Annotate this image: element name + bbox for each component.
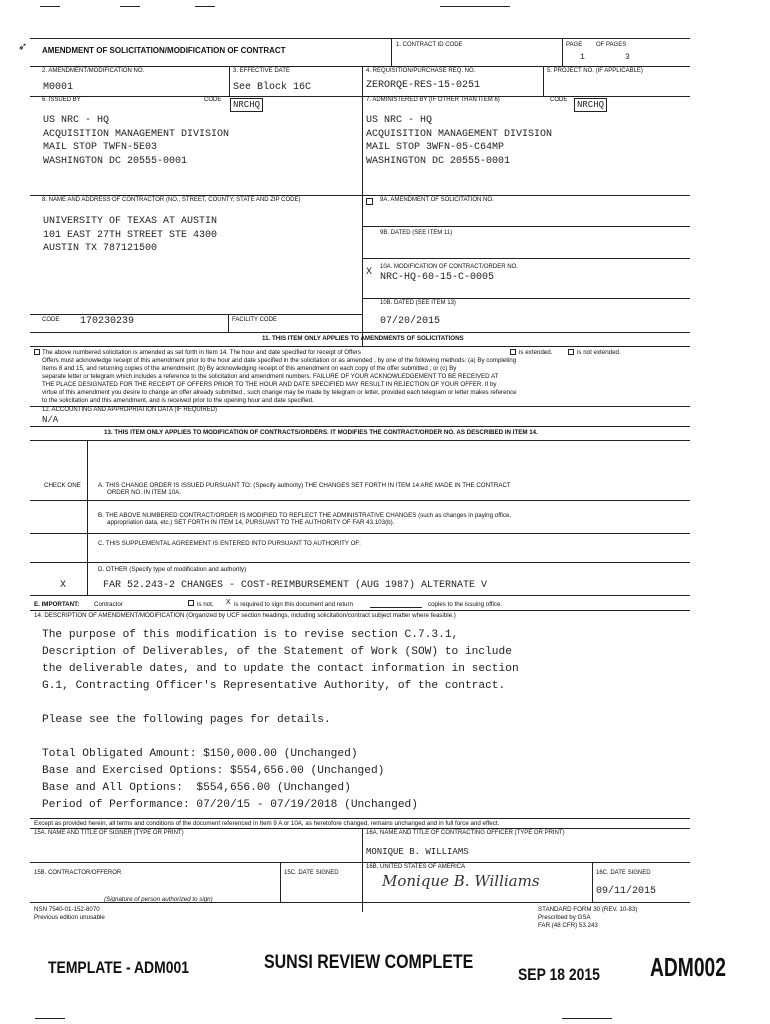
contract-order-number: NRC-HQ-60-15-C-0005 — [380, 272, 495, 283]
scan-artifact — [440, 6, 510, 7]
item13-a-text: A. THIS CHANGE ORDER IS ISSUED PURSUANT TO: (Specify authority) THE CHANGES SET FORTH IN ITEM 14 ARE MADE IN THE CONTRACT — [98, 482, 511, 489]
block15b-label: 15B. CONTRACTOR/OFFEROR — [34, 870, 122, 876]
item11-line2: Offers must acknowledge receipt of this amendment prior to the hour and date specified in the solicitation or as amended , by one of the following methods: (a) By completing — [42, 357, 517, 364]
block7-code-label: CODE — [550, 97, 568, 103]
page-total: 3 — [625, 53, 630, 62]
block9-checkbox — [366, 198, 373, 205]
item13-b-text2: appropriation data, etc.) SET FORTH IN ITEM 14, PURSUANT TO THE AUTHORITY OF FAR 43.103(b). — [107, 519, 395, 526]
copies-label: copies to the issuing office. — [428, 601, 503, 608]
item14-label: 14. DESCRIPTION OF AMENDMENT/MODIFICATION (Organized by UCF section headings, including solicitation/contract subject matter where feasible.) — [34, 612, 456, 619]
item11-line4: separate letter or telegram which includes a reference to the solicitation and amendment numbers. FAILURE OF YOUR ACKNOWLEDGEMENT TO BE RECEIVED AT — [42, 373, 499, 380]
block10-check-mark: X — [366, 266, 373, 276]
page-label: PAGE — [566, 42, 583, 48]
block15a-label: 15A. NAME AND TITLE OF SIGNER (TYPE OR PRINT) — [34, 830, 184, 836]
contracting-officer-signature: Monique B. Williams — [382, 872, 540, 890]
block4-label: 4. REQUISITION/PURCHASE REQ. NO. — [366, 68, 476, 74]
is-required-check-mark: X — [226, 599, 231, 606]
is-not-label: is not, — [197, 601, 214, 608]
item13-d-authority: FAR 52.243-2 CHANGES - COST-REIMBURSEMENT (AUG 1987) ALTERNATE V — [103, 580, 488, 591]
administered-by-address: US NRC - HQ ACQUISITION MANAGEMENT DIVISION MAIL STOP 3WFN-05-C64MP WASHINGTON DC 20555-0001 — [366, 115, 553, 167]
except-provided-text: Except as provided herein, all terms and conditions of the document referenced in Item 9 A or 10A, as heretofore changed, remains unchanged and in full force and effect. — [34, 820, 500, 827]
item13-d-check-mark: X — [60, 580, 67, 591]
block7-label: 7. ADMINISTERED BY (IF OTHER THAN ITEM 6) — [366, 97, 500, 103]
modification-description: The purpose of this modification is to revise section C.7.3.1, Description of Deliverables, of the Statement of Work (SOW) to include the deliverable dates, and to update the contact information in section G.1, Contracting Officer's Representative Authority, of the contract. Please see the following pages for details. Total Obligated Amount: $150,000.00 (Unchanged) Base and Exercised Options: $554,656.00 (Unchanged) Base and All Options: $554,656.00 (Unchanged) Period of Performance: 07/20/15 - 07/19/2018 (Unchanged) — [42, 629, 519, 811]
page-number: 1 — [580, 53, 585, 62]
review-date-stamp: SEP 18 2015 — [518, 965, 600, 984]
block6-label: 6. ISSUED BY — [42, 97, 81, 103]
scan-artifact — [40, 6, 60, 7]
block3-label: 3. EFFECTIVE DATE — [233, 68, 290, 74]
contract-id-code-label: 1. CONTRACT ID CODE — [396, 42, 463, 48]
standard-form-label: STANDARD FORM 30 (REV. 10-83) — [538, 906, 638, 913]
contractor-address: UNIVERSITY OF TEXAS AT AUSTIN 101 EAST 27TH STREET STE 4300 AUSTIN TX 787121500 — [43, 216, 218, 254]
block10b-label: 10B. DATED (SEE ITEM 13) — [380, 300, 456, 306]
block16a-label: 16A. NAME AND TITLE OF CONTRACTING OFFICER (TYPE OR PRINT) — [366, 830, 565, 836]
template-stamp: TEMPLATE - ADM001 — [48, 958, 189, 977]
facility-code-label: FACILITY CODE — [232, 317, 277, 323]
scan-artifact — [195, 6, 215, 7]
far-reference: FAR (48 CFR) 53.243 — [538, 922, 598, 929]
block9b-label: 9B. DATED (SEE ITEM 11) — [380, 230, 453, 236]
top-rule — [30, 38, 690, 39]
is-extended-label: is extended. — [519, 349, 553, 356]
issued-by-code: NRCHQ — [230, 98, 263, 112]
item11-line1: The above numbered solicitation is amended as set forth in Item 14. The hour and date specified for receipt of Offers — [42, 349, 361, 356]
scan-artifact — [35, 1018, 65, 1019]
block9a-label: 9A. AMENDMENT OF SOLICITATION NO. — [380, 197, 494, 203]
date-signed: 09/11/2015 — [596, 886, 657, 897]
previous-edition-note: Previous edition unusable — [34, 914, 105, 921]
accounting-data: N/A — [42, 415, 59, 425]
item13-d-text: D. OTHER (Specify type of modification and authority) — [98, 566, 247, 573]
block6-code-label: CODE — [204, 97, 222, 103]
item13-c-text: C. THIS SUPPLEMENTAL AGREEMENT IS ENTERED INTO PURSUANT TO AUTHORITY OF: — [98, 540, 361, 547]
scan-artifact — [120, 6, 140, 7]
item11-line6: virtue of this amendment you desire to change an offer already submitted , such change may be made by telegram or letter, provided each telegram or letter makes reference — [42, 389, 517, 396]
item11-heading: 11. THIS ITEM ONLY APPLIES TO AMENDMENTS OF SOLICITATIONS — [262, 335, 464, 342]
is-extended-checkbox — [510, 349, 516, 355]
effective-date: See Block 16C — [233, 82, 312, 93]
check-one-label: CHECK ONE — [44, 482, 81, 489]
item11-line3: Items 8 and 15, and returning copies of the amendment; (b) By acknowledging receipt of this amendment on each copy of the offer submitted ; or (c) By — [42, 365, 457, 372]
is-not-checkbox — [188, 600, 194, 606]
contracting-officer-name: MONIQUE B. WILLIAMS — [366, 847, 469, 857]
important-label: E. IMPORTANT: — [34, 601, 80, 608]
block10a-label: 10A. MODIFICATION OF CONTRACT/ORDER NO. — [380, 264, 518, 270]
block5-label: 5. PROJECT NO. (IF APPLICABLE) — [547, 68, 643, 74]
modification-number: M0001 — [43, 82, 74, 93]
is-required-label: is required to sign this document and return — [234, 601, 354, 608]
is-not-extended-checkbox — [568, 349, 574, 355]
contractor-label: Contractor — [94, 601, 123, 608]
item13-heading: 13. THIS ITEM ONLY APPLIES TO MODIFICATION OF CONTRACTS/ORDERS. IT MODIFIES THE CONTRACT/ORDER NO. AS DESCRIBED IN ITEM 14. — [104, 429, 538, 436]
block15c-label: 15C. DATE SIGNED — [284, 870, 339, 876]
item12-label: 12. ACCOUNTING AND APPROPRIATION DATA (IF REQUIRED) — [42, 407, 218, 413]
solicitation-amended-checkbox — [34, 349, 40, 355]
block8-label: 8. NAME AND ADDRESS OF CONTRACTOR (NO., STREET, COUNTY, STATE AND ZIP CODE) — [42, 197, 301, 203]
block16c-label: 16C. DATE SIGNED — [596, 870, 651, 876]
adm-stamp: ADM002 — [650, 952, 726, 982]
block16b-label: 16B. UNITED STATES OF AMERICA — [366, 864, 466, 870]
signature-note: (Signature of person authorized to sign) — [104, 896, 213, 903]
contract-dated: 07/20/2015 — [380, 316, 441, 327]
is-not-extended-label: is not extended. — [577, 349, 621, 356]
prescribed-by-label: Prescribed by GSA — [538, 914, 591, 921]
sunsi-review-stamp: SUNSI REVIEW COMPLETE — [264, 952, 474, 973]
administered-by-code: NRCHQ — [574, 98, 607, 112]
form-title: AMENDMENT OF SOLICITATION/MODIFICATION OF CONTRACT — [42, 46, 286, 55]
item11-line7: to the solicitation and this amendment, and is received prior to the opening hour and date specified. — [42, 397, 314, 404]
issued-by-address: US NRC - HQ ACQUISITION MANAGEMENT DIVISION MAIL STOP TWFN-5E03 WASHINGTON DC 20555-0001 — [43, 115, 230, 167]
of-pages-label: OF PAGES — [596, 42, 627, 48]
item11-line5: THE PLACE DESIGNATED FOR THE RECEIPT OF OFFERS PRIOR TO THE HOUR AND DATE SPECIFIED MAY RESULT IN REJECTION OF YOUR OFFER. If by — [42, 381, 497, 388]
contractor-code-label: CODE — [42, 317, 60, 323]
contractor-code: 170230239 — [80, 316, 135, 327]
block2-label: 2. AMENDMENT/MODIFICATION NO. — [42, 68, 145, 74]
item13-b-text: B. THE ABOVE NUMBERED CONTRACT/ORDER IS MODIFIED TO REFLECT THE ADMINISTRATIVE CHANGES (such as changes in paying office, — [98, 512, 512, 519]
nsn-number: NSN 7540-01-152-8070 — [34, 906, 100, 913]
scan-artifact — [562, 1018, 612, 1019]
item13-a-text2: ORDER NO. IN ITEM 10A. — [107, 489, 181, 496]
requisition-number: ZERORQE-RES-15-0251 — [366, 80, 481, 91]
arrow-mark-icon: ➶ — [18, 41, 28, 53]
